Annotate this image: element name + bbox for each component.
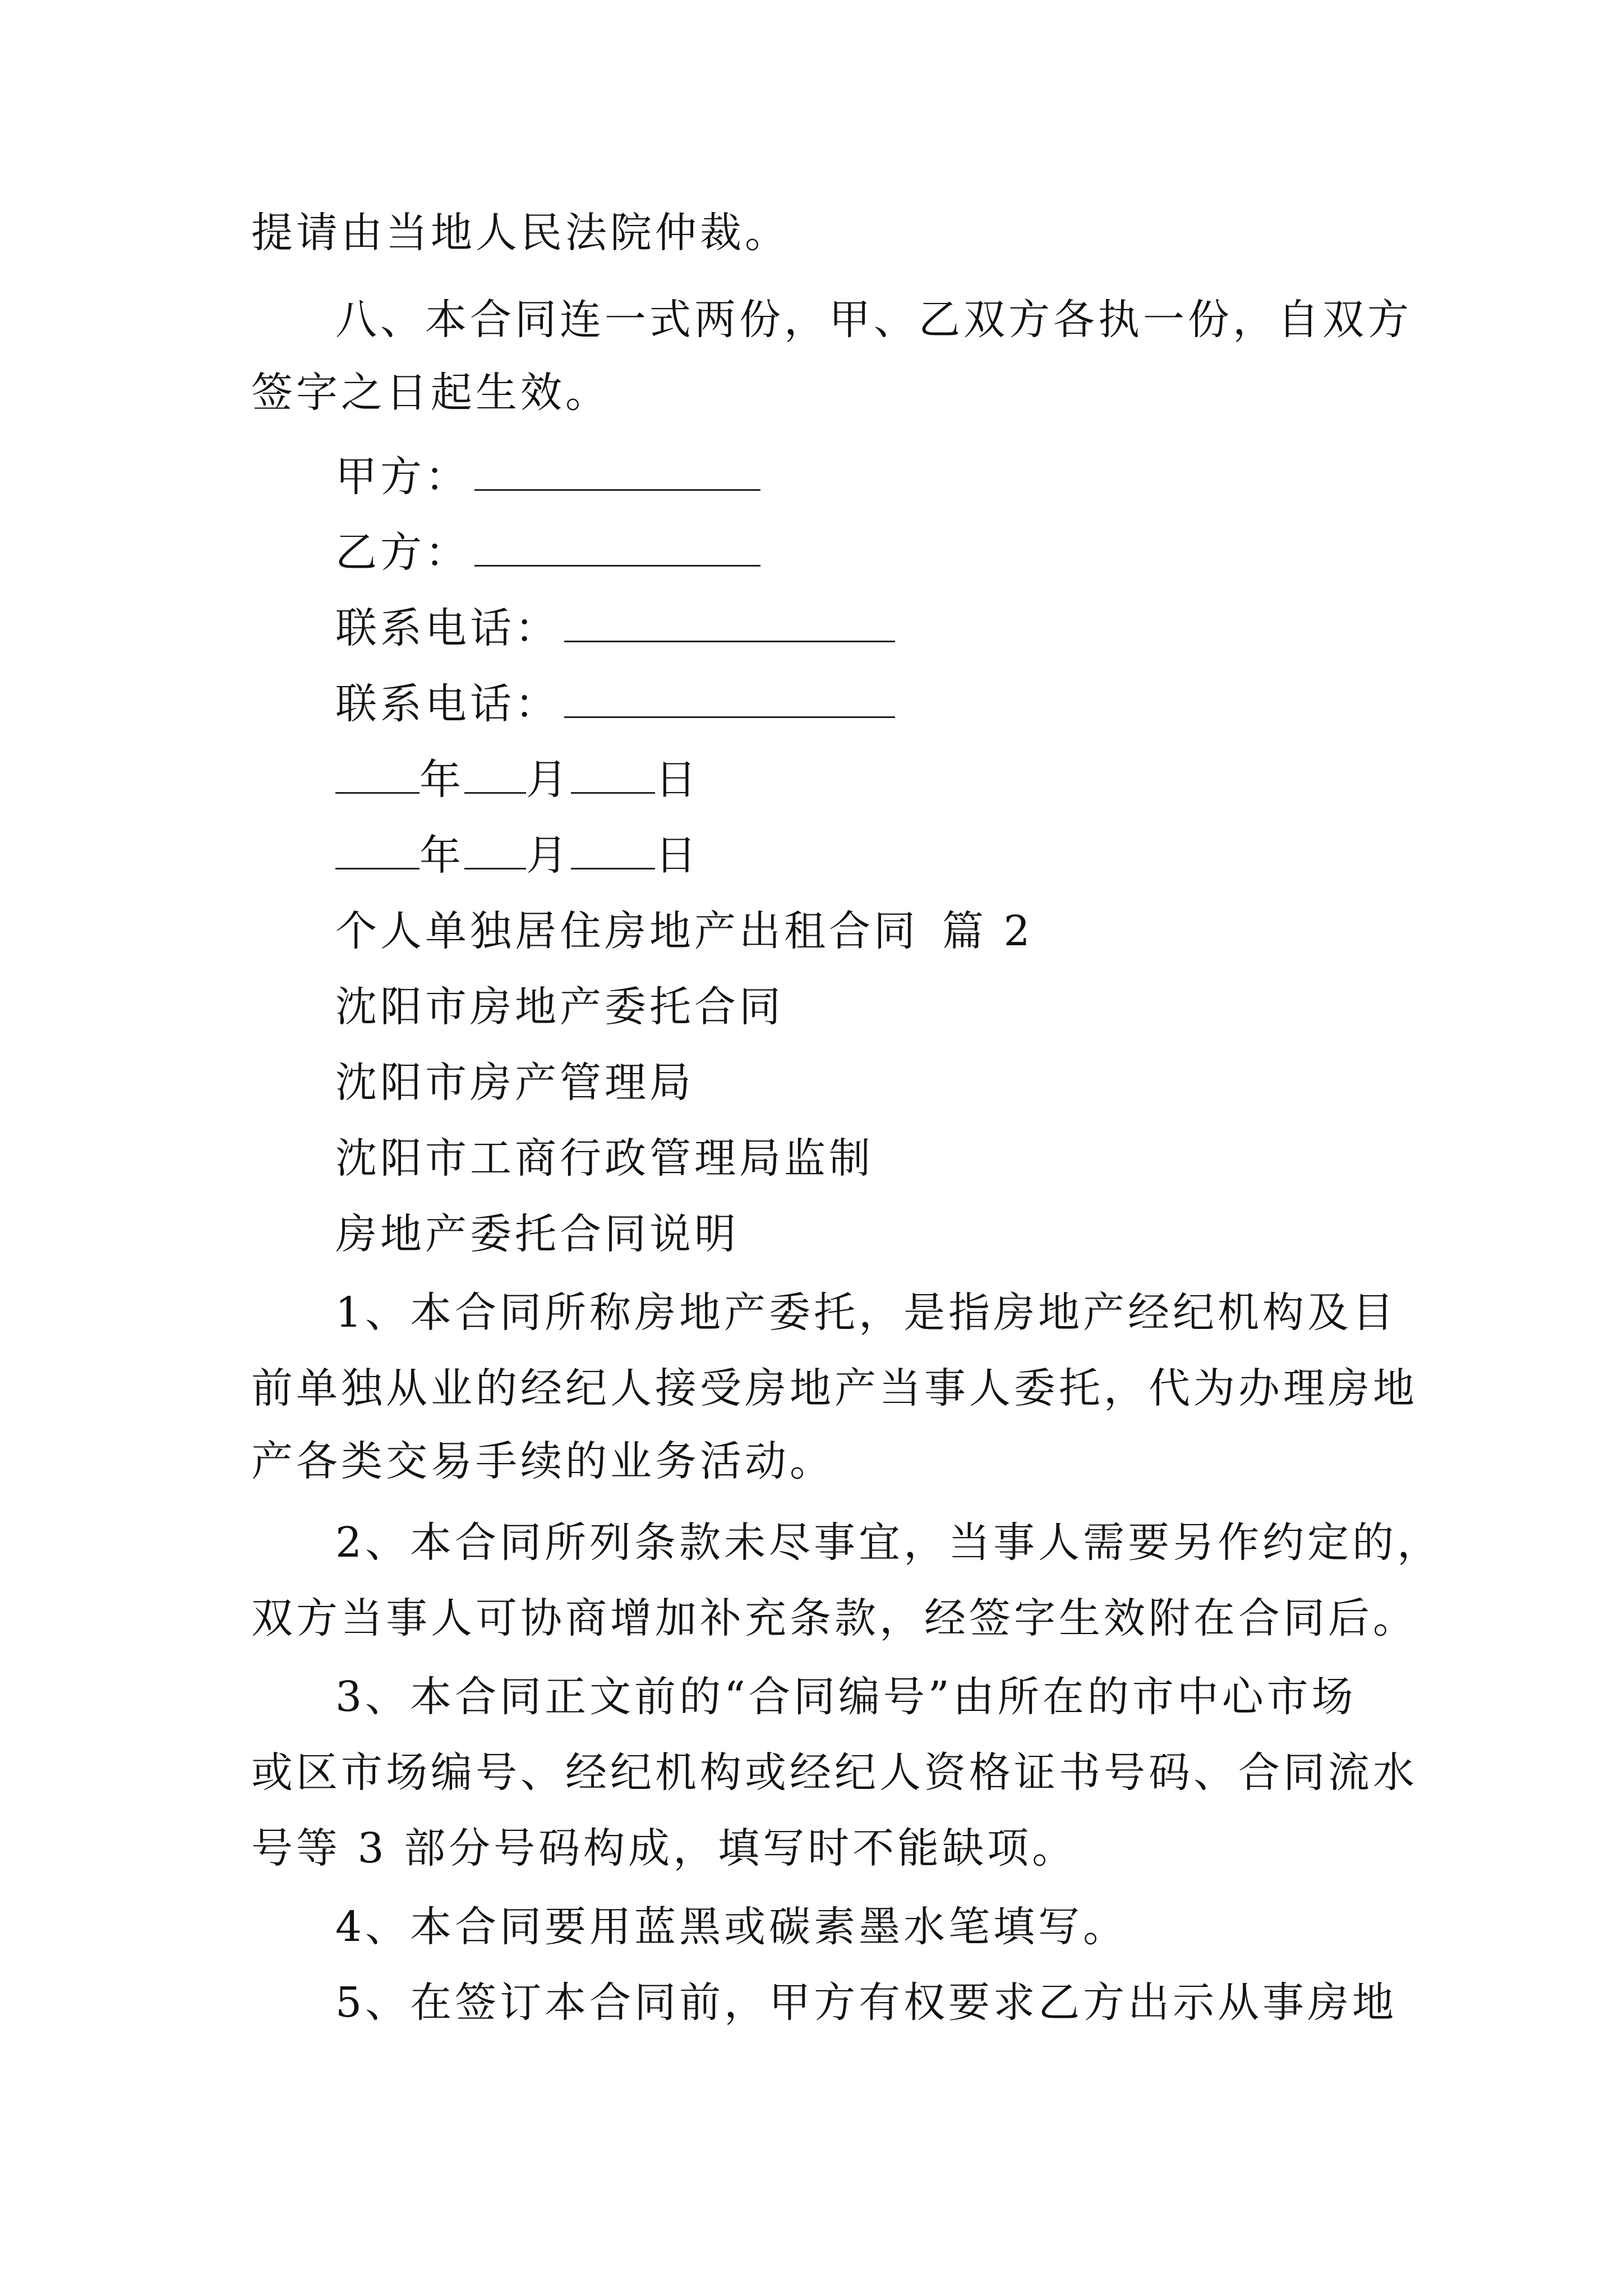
month-blank xyxy=(464,753,526,794)
phone-label: 联系电话： xyxy=(335,604,560,652)
issuer-line: 沈阳市房产管理局 xyxy=(335,1059,694,1107)
month-label: 月 xyxy=(526,831,571,880)
instructions-heading: 房地产委托合同说明 xyxy=(335,1210,739,1258)
text-line: 提请由当地人民法院仲裁。 xyxy=(251,209,790,257)
year-label: 年 xyxy=(419,831,464,880)
paragraph-line: 号等 3 部分号码构成，填写时不能缺项。 xyxy=(251,1824,1077,1872)
paragraph-line: 产各类交易手续的业务活动。 xyxy=(251,1437,834,1485)
phone-line-2 xyxy=(335,676,895,732)
party-b-blank xyxy=(474,526,760,567)
paragraph-line: 双方当事人可协商增加补充条款，经签字生效附在合同后。 xyxy=(251,1594,1418,1642)
paragraph-line: 或区市场编号、经纪机构或经纪人资格证书号码、合同流水 xyxy=(251,1749,1418,1797)
paragraph-line: 3、本合同正文前的“合同编号”由所在的市中心市场 xyxy=(335,1673,1357,1721)
paragraph-line: 5、在签订本合同前，甲方有权要求乙方出示从事房地 xyxy=(335,1978,1398,2027)
phone-blank xyxy=(564,677,895,718)
paragraph-line: 1、本合同所称房地产委托，是指房地产经纪机构及目 xyxy=(335,1289,1398,1337)
date-line-1 xyxy=(335,752,700,808)
clause-8: 八、本合同连一式两份，甲、乙双方各执一份，自双方 xyxy=(335,296,1412,344)
party-a-label: 甲方： xyxy=(335,453,470,501)
phone-blank xyxy=(564,601,895,642)
year-blank xyxy=(335,829,419,869)
month-blank xyxy=(464,829,526,869)
party-a-signature xyxy=(335,449,760,505)
month-label: 月 xyxy=(526,756,571,804)
paragraph-line: 2、本合同所列条款未尽事宜，当事人需要另作约定的， xyxy=(335,1519,1442,1567)
day-label: 日 xyxy=(655,756,700,804)
year-blank xyxy=(335,753,419,794)
day-blank xyxy=(571,829,655,869)
party-b-label: 乙方： xyxy=(335,528,470,577)
paragraph-line: 前单独从业的经纪人接受房地产当事人委托，代为办理房地 xyxy=(251,1364,1418,1412)
phone-label: 联系电话： xyxy=(335,680,560,728)
section-title: 个人单独居住房地产出租合同 xyxy=(335,907,919,955)
phone-line-1 xyxy=(335,600,895,656)
date-line-2 xyxy=(335,827,700,884)
year-label: 年 xyxy=(419,756,464,804)
party-b-signature xyxy=(335,524,760,581)
paragraph-line: 4、本合同要用蓝黑或碳素墨水笔填写。 xyxy=(335,1903,1128,1951)
day-blank xyxy=(571,753,655,794)
section-number: 篇 2 xyxy=(942,907,1034,955)
day-label: 日 xyxy=(655,831,700,880)
section-heading xyxy=(335,903,1034,959)
party-a-blank xyxy=(474,450,760,491)
contract-title: 沈阳市房地产委托合同 xyxy=(335,983,784,1031)
supervisor-line: 沈阳市工商行政管理局监制 xyxy=(335,1134,874,1182)
text-line: 签字之日起生效。 xyxy=(251,369,610,417)
